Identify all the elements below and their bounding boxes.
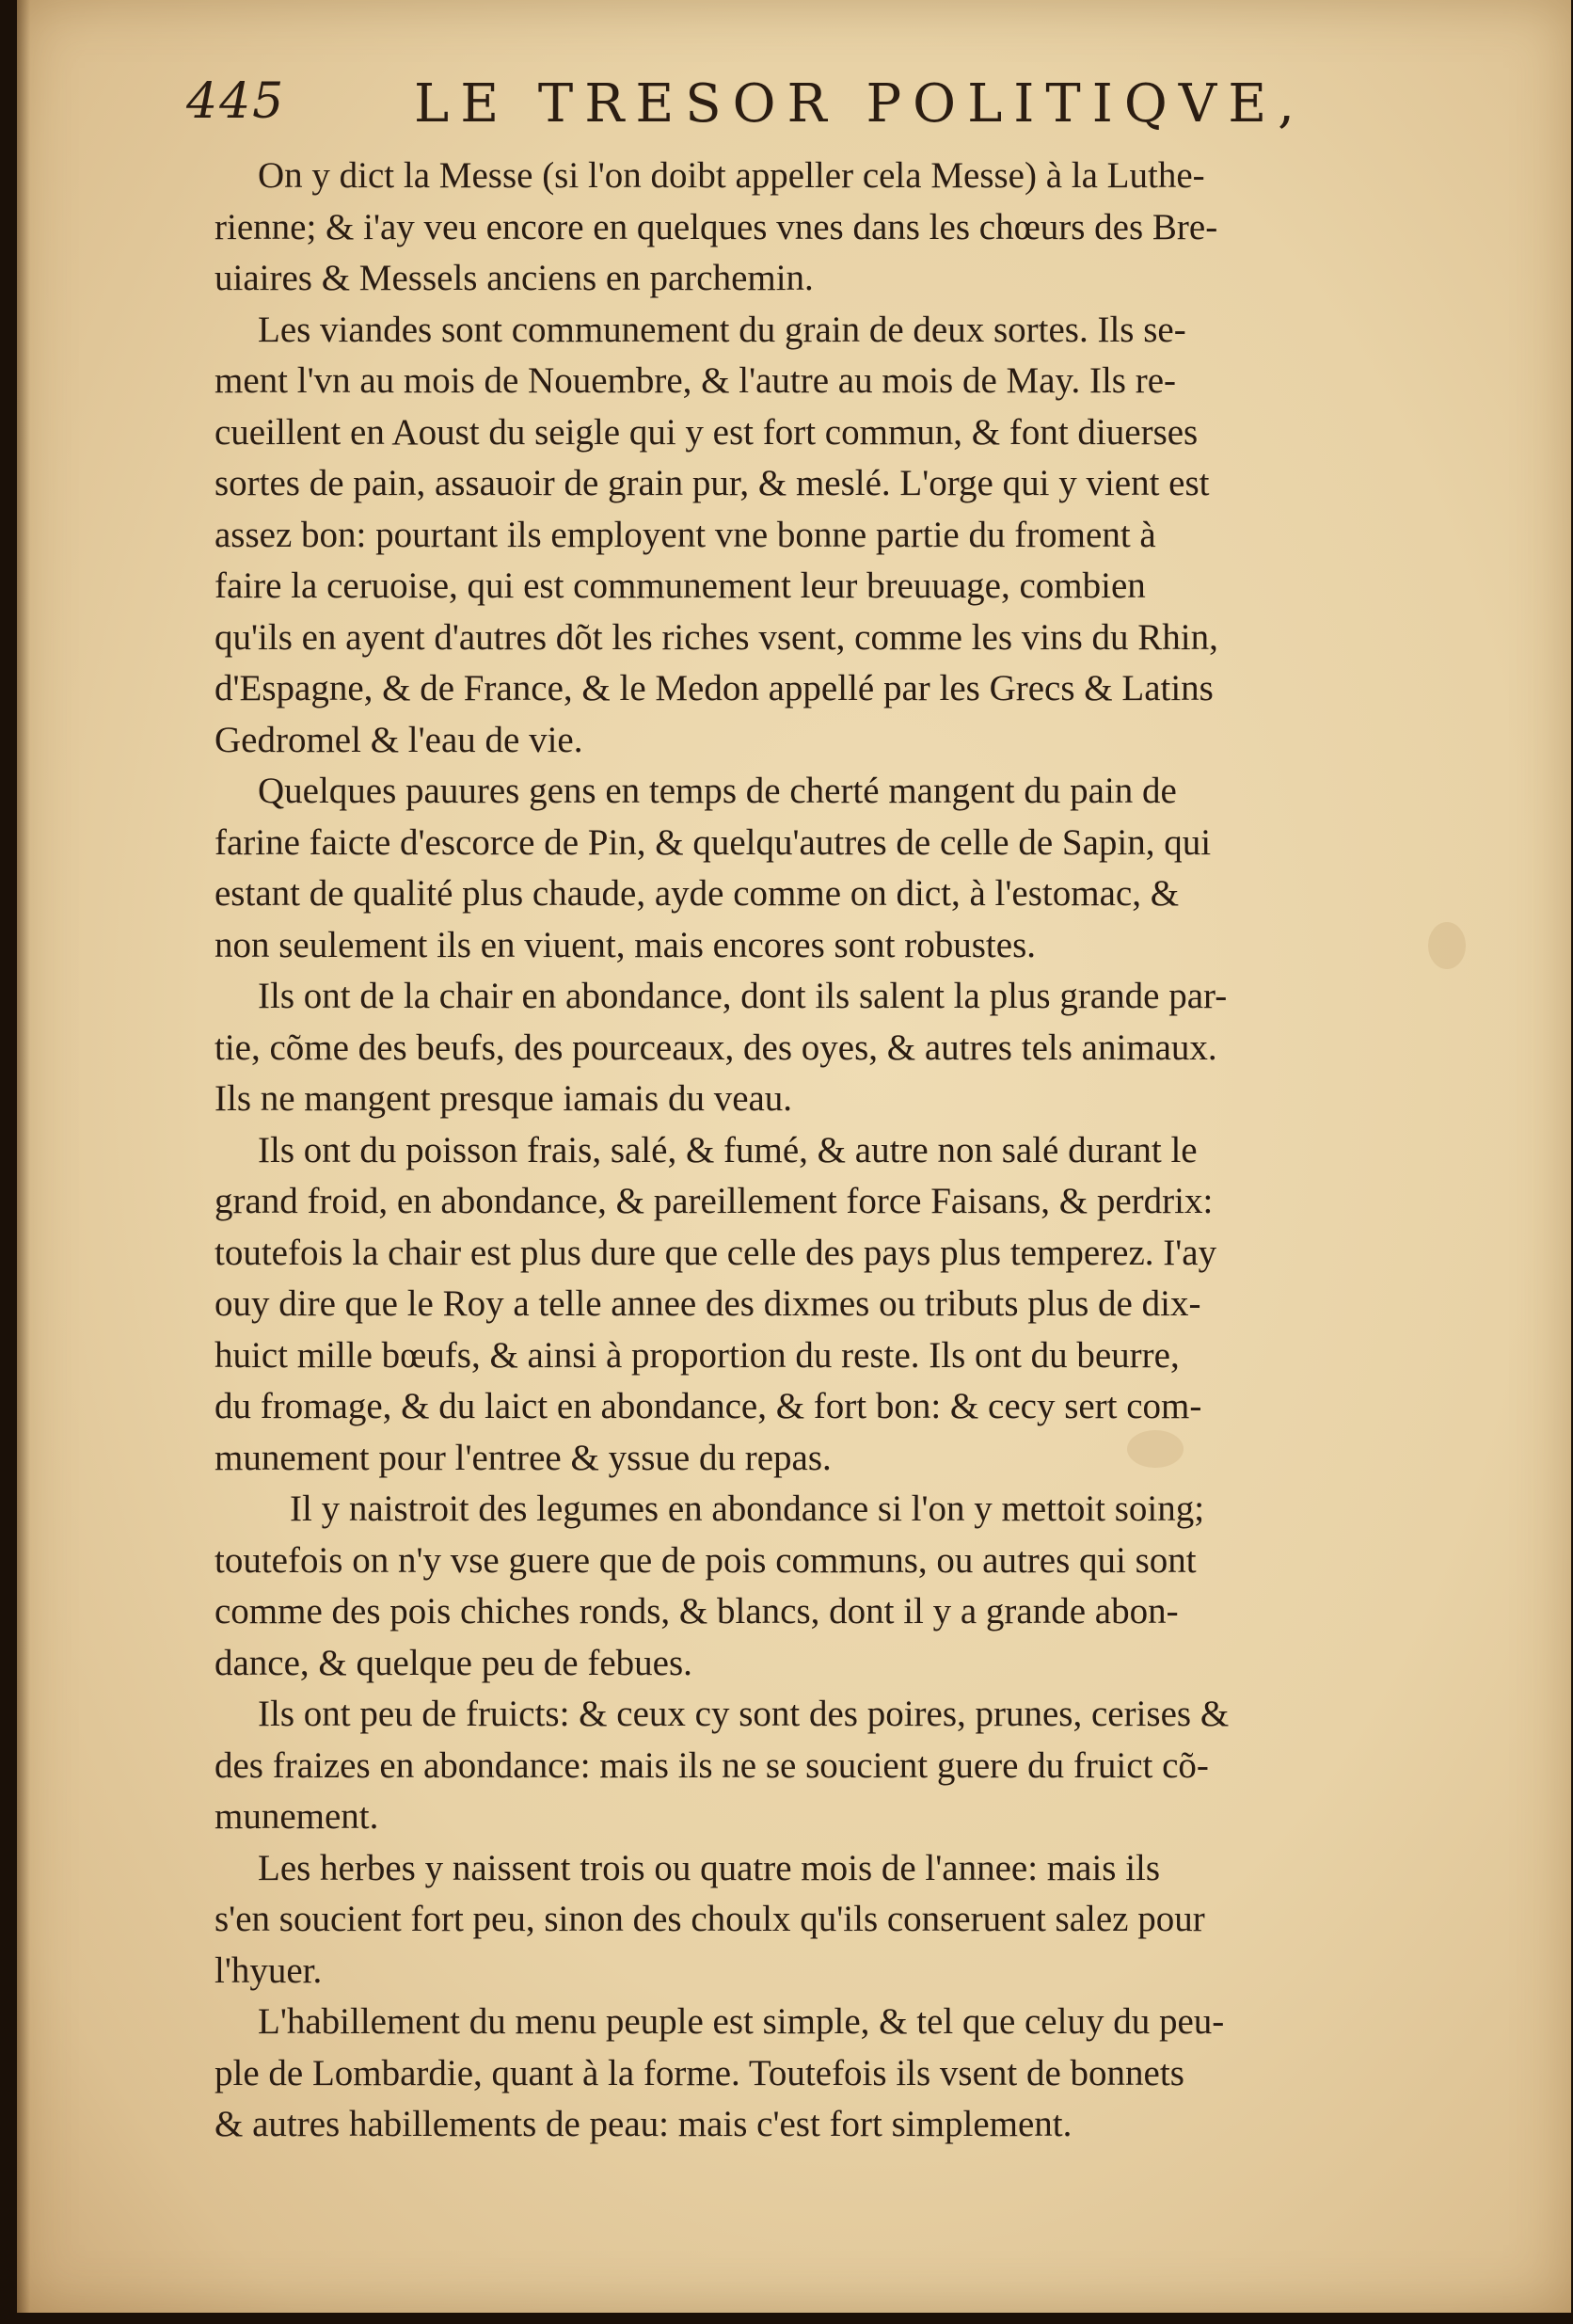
text-line: ple de Lombardie, quant à la forme. Toutefois ils vsent de bonnets xyxy=(214,2052,1184,2093)
text-line: Il y naistroit des legumes en abondance si l'on y mettoit soing; xyxy=(290,1488,1205,1529)
body-text xyxy=(214,151,1485,2151)
text-line: munement pour l'entree & yssue du repas. xyxy=(214,1437,832,1478)
paragraph xyxy=(214,1484,1485,1689)
text-line: rienne; & i'ay veu encore en quelques vnes dans les chœurs des Bre- xyxy=(214,206,1218,247)
text-line: estant de qualité plus chaude, ayde comme on dict, à l'estomac, & xyxy=(214,873,1180,914)
paragraph xyxy=(214,971,1485,1125)
paragraph xyxy=(214,1689,1485,1843)
text-line: toutefois on n'y vse guere que de pois communs, ou autres qui sont xyxy=(214,1539,1197,1581)
paragraph xyxy=(214,305,1485,767)
text-line: Ils ne mangent presque iamais du veau. xyxy=(214,1078,793,1119)
text-line: toutefois la chair est plus dure que celle des pays plus temperez. I'ay xyxy=(214,1232,1217,1273)
text-line: Quelques pauures gens en temps de cherté mangent du pain de xyxy=(258,771,1177,811)
text-line: ment l'vn au mois de Nouembre, & l'autre au mois de May. Ils re- xyxy=(214,360,1177,401)
text-line: ouy dire que le Roy a telle annee des dixmes ou tributs plus de dix- xyxy=(214,1283,1201,1324)
running-title: LE TRESOR POLITIQVE, xyxy=(414,73,1306,135)
text-line: comme des pois chiches ronds, & blancs, dont il y a grande abon- xyxy=(214,1591,1179,1632)
paragraph xyxy=(214,1997,1485,2151)
text-line: huict mille bœufs, & ainsi à proportion du reste. Ils ont du beurre, xyxy=(214,1334,1180,1376)
page-gutter-shadow xyxy=(17,0,30,2313)
text-line: tie, cõme des beufs, des pourceaux, des oyes, & autres tels animaux. xyxy=(214,1027,1217,1068)
text-line: du fromage, & du laict en abondance, & fort bon: & cecy sert com- xyxy=(214,1386,1202,1426)
text-line: d'Espagne, & de France, & le Medon appellé par les Grecs & Latins xyxy=(214,668,1214,708)
text-line: grand froid, en abondance, & pareillement force Faisans, & perdrix: xyxy=(214,1181,1214,1221)
text-line: non seulement ils en viuent, mais encores sont robustes. xyxy=(214,924,1037,965)
page-header xyxy=(167,73,1485,149)
paragraph xyxy=(214,1125,1485,1485)
book-page xyxy=(17,0,1571,2313)
text-line: munement. xyxy=(214,1796,379,1837)
text-line: faire la ceruoise, qui est communement leur breuuage, combien xyxy=(214,565,1146,606)
text-line: uiaires & Messels anciens en parchemin. xyxy=(214,258,814,298)
text-line: Ils ont du poisson frais, salé, & fumé, & autre non salé durant le xyxy=(258,1129,1198,1170)
text-line: s'en soucient fort peu, sinon des choulx qu'ils conseruent salez pour xyxy=(214,1899,1205,1939)
text-line: sortes de pain, assauoir de grain pur, & meslé. L'orge qui y vient est xyxy=(214,463,1210,503)
text-line: L'habillement du menu peuple est simple, & tel que celuy du peu- xyxy=(258,2001,1225,2042)
text-line: assez bon: pourtant ils employent vne bonne partie du froment à xyxy=(214,514,1156,555)
page-number: 445 xyxy=(186,73,286,130)
paragraph xyxy=(214,151,1485,305)
text-line: des fraizes en abondance: mais ils ne se soucient guere du fruict cõ- xyxy=(214,1744,1209,1786)
text-line: Ils ont de la chair en abondance, dont ils salent la plus grande par- xyxy=(258,976,1228,1016)
text-line: On y dict la Messe (si l'on doibt appeller cela Messe) à la Luthe- xyxy=(258,155,1205,196)
paragraph xyxy=(214,766,1485,971)
text-line: farine faicte d'escorce de Pin, & quelqu'autres de celle de Sapin, qui xyxy=(214,821,1212,863)
text-line: cueillent en Aoust du seigle qui y est fort commun, & font diuerses xyxy=(214,411,1199,453)
text-line: l'hyuer. xyxy=(214,1950,323,1991)
text-line: Les viandes sont communement du grain de deux sortes. Ils se- xyxy=(258,309,1186,350)
text-line: qu'ils en ayent d'autres dõt les riches vsent, comme les vins du Rhin, xyxy=(214,616,1218,658)
text-line: Les herbes y naissent trois ou quatre mois de l'annee: mais ils xyxy=(258,1847,1161,1888)
text-line: Gedromel & l'eau de vie. xyxy=(214,719,583,760)
text-line: Ils ont peu de fruicts: & ceux cy sont des poires, prunes, cerises & xyxy=(258,1694,1230,1734)
text-line: dance, & quelque peu de febues. xyxy=(214,1642,692,1683)
text-line: & autres habillements de peau: mais c'est fort simplement. xyxy=(214,2104,1072,2144)
paragraph xyxy=(214,1843,1485,1998)
